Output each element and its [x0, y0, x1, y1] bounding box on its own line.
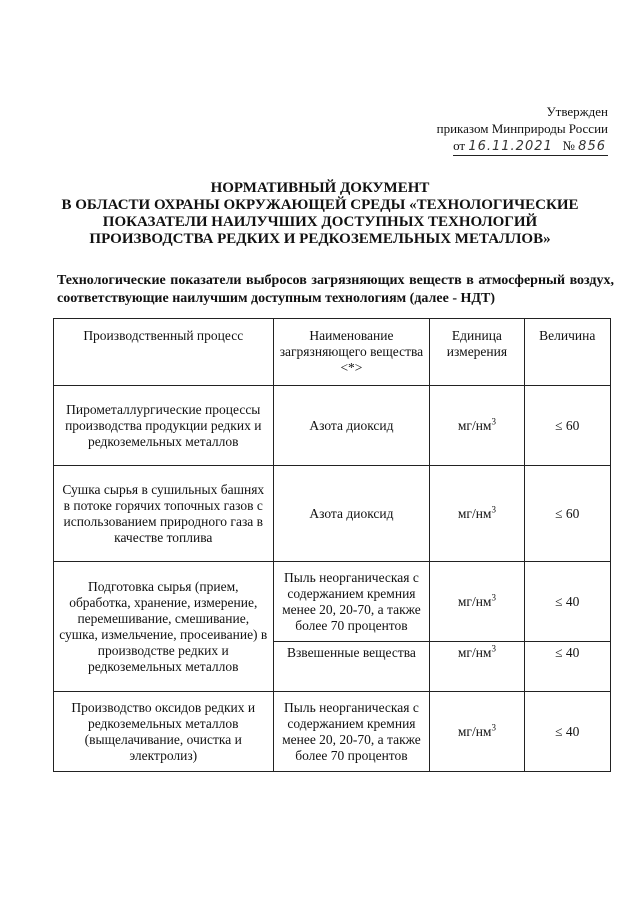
cell-unit [430, 692, 524, 772]
date-value: 16.11.2021 [468, 139, 553, 154]
header-substance: Наименование загрязняющего вещества <*> [273, 319, 430, 386]
cell-value: ≤ 40 [524, 692, 610, 772]
number-value: 856 [578, 139, 606, 154]
cell-process: Сушка сырья в сушильных башнях в потоке горячих топочных газов с использованием природного газа в качестве топлива [54, 466, 274, 562]
cell-value: ≤ 40 [524, 642, 610, 692]
cell-substance: Азота диоксид [273, 386, 430, 466]
cell-value: ≤ 60 [524, 466, 610, 562]
unit-base: мг/нм [457, 723, 492, 739]
table-row [54, 692, 611, 772]
cell-substance: Пыль неорганическая с содержанием кремния менее 20, 20-70, а также более 70 процентов [273, 562, 430, 642]
unit-exponent: 3 [491, 416, 496, 426]
date-prefix: от [453, 138, 466, 153]
table-header-row [54, 319, 611, 386]
approval-line-1: Утвержден [546, 104, 608, 119]
header-unit: Единица измерения [430, 319, 524, 386]
unit-base: мг/нм [457, 417, 492, 433]
emissions-table [53, 318, 611, 772]
unit-base: мг/нм [457, 645, 492, 660]
unit-base: мг/нм [457, 505, 492, 521]
table-row [54, 562, 611, 642]
cell-unit [430, 562, 524, 642]
unit-base: мг/нм [457, 593, 492, 609]
approval-line-2: приказом Минприроды России [436, 121, 608, 136]
approval-block [437, 103, 608, 156]
cell-process: Пирометаллургические процессы производства продукции редких и редкоземельных металлов [54, 386, 274, 466]
unit-exponent: 3 [491, 504, 496, 514]
unit-exponent: 3 [491, 722, 496, 732]
title-line-3: ПОКАЗАТЕЛИ НАИЛУЧШИХ ДОСТУПНЫХ ТЕХНОЛОГИЙ [102, 214, 538, 230]
cell-substance: Пыль неорганическая с содержанием кремния менее 20, 20-70, а также более 70 процентов [273, 692, 430, 772]
unit-exponent: 3 [491, 643, 496, 654]
title-line-4: ПРОИЗВОДСТВА РЕДКИХ И РЕДКОЗЕМЕЛЬНЫХ МЕТАЛЛОВ» [89, 231, 551, 247]
cell-process: Производство оксидов редких и редкоземельных металлов (выщелачивание, очистка и электролиз) [54, 692, 274, 772]
cell-value: ≤ 40 [524, 562, 610, 642]
document-title [40, 180, 600, 248]
cell-unit [430, 642, 524, 692]
header-process: Производственный процесс [54, 319, 274, 386]
cell-value: ≤ 60 [524, 386, 610, 466]
cell-unit [430, 466, 524, 562]
table-row [54, 386, 611, 466]
approval-date-line [453, 137, 608, 156]
table-row [54, 466, 611, 562]
title-line-2: В ОБЛАСТИ ОХРАНЫ ОКРУЖАЮЩЕЙ СРЕДЫ «ТЕХНОЛОГИЧЕСКИЕ [61, 197, 579, 213]
cell-substance: Взвешенные вещества [273, 642, 430, 692]
header-value: Величина [524, 319, 610, 386]
title-line-1: НОРМАТИВНЫЙ ДОКУМЕНТ [210, 180, 430, 196]
table-caption: Технологические показатели выбросов загрязняющих веществ в атмосферный воздух, соответствующие наилучшим доступным технологиям (далее - НДТ) [57, 273, 614, 306]
number-prefix: № [562, 138, 575, 153]
cell-substance: Азота диоксид [273, 466, 430, 562]
cell-process: Подготовка сырья (прием, обработка, хранение, измерение, перемешивание, смешивание, сушка, измельчение, просеивание) в производстве редких и редкоземельных металлов [54, 562, 274, 692]
cell-unit [430, 386, 524, 466]
unit-exponent: 3 [491, 592, 496, 602]
